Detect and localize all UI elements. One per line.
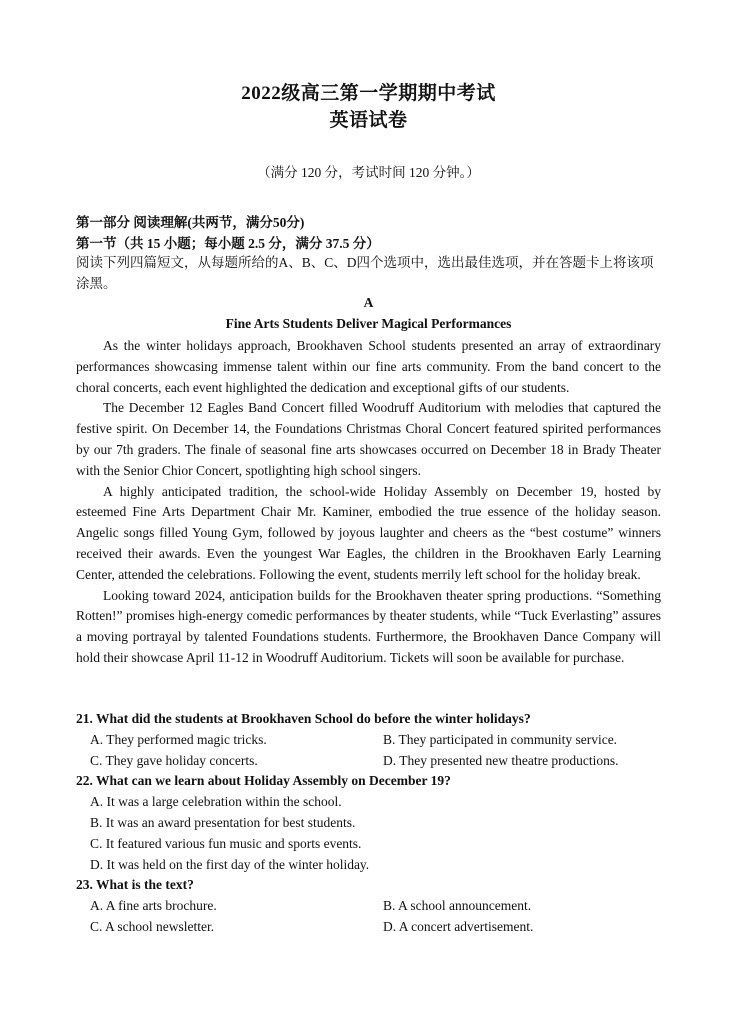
instructions: 阅读下列四篇短文，从每题所给的A、B、C、D四个选项中，选出最佳选项，并在答题卡上将该项涂黑。: [76, 255, 654, 291]
paragraph: As the winter holidays approach, Brookhaven School students presented an array of extraordinary performances showcasing immense talent within our fine arts community. From the band concert to the choral concerts, each event highlighted the dedication and exceptional gifts of our students.: [76, 338, 661, 395]
section-heading: 第一节（共 15 小题；每小题 2.5 分，满分 37.5 分）: [76, 236, 380, 251]
passage-title: Fine Arts Students Deliver Magical Performances: [225, 316, 512, 331]
option-21-c: C. They gave holiday concerts.: [90, 753, 258, 768]
question-22: 22. What can we learn about Holiday Assembly on December 19?: [76, 773, 451, 788]
exam-note: （满分 120 分，考试时间 120 分钟。）: [257, 165, 480, 180]
question-23: 23. What is the text?: [76, 877, 194, 892]
option-23-a: A. A fine arts brochure.: [90, 898, 217, 913]
option-22-a: A. It was a large celebration within the school.: [90, 794, 342, 809]
option-21-b: B. They participated in community service.: [383, 732, 618, 747]
option-23-d: D. A concert advertisement.: [383, 919, 534, 934]
option-23-b: B. A school announcement.: [383, 898, 532, 913]
option-22-b: B. It was an award presentation for best students.: [90, 815, 356, 830]
paragraph: A highly anticipated tradition, the school-wide Holiday Assembly on December 19, hosted by esteemed Fine Arts Department Chair Mr. Kaminer, embodied the true essence of the holiday season. Angelic songs filled Young Gym, followed by joyous laughter and cheers as the “best costume” winners received their awards. Even the youngest War Eagles, the children in the Brookhaven Early Learning Center, attended the celebrations. Following the event, students merrily left school for the holiday break.: [76, 483, 661, 582]
exam-title: 2022级高三第一学期期中考试: [241, 83, 496, 104]
option-23-c: C. A school newsletter.: [90, 919, 215, 934]
exam-subject: 英语试卷: [329, 110, 408, 131]
option-21-a: A. They performed magic tricks.: [90, 732, 267, 747]
option-22-d: D. It was held on the first day of the winter holiday.: [90, 857, 370, 872]
part-heading: 第一部分 阅读理解(共两节，满分50分): [76, 215, 305, 230]
passage-label: A: [363, 295, 374, 310]
paragraph: The December 12 Eagles Band Concert filled Woodruff Auditorium with melodies that captured the festive spirit. On December 14, the Foundations Christmas Choral Concert featured spirited performances by our 7th graders. The finale of seasonal fine arts showcases occurred on December 18 in Brady Theater with the Senior Chior Concert, spotlighting high school singers.: [76, 400, 661, 478]
question-21: 21. What did the students at Brookhaven School do before the winter holidays?: [76, 711, 531, 726]
passage-body: [76, 336, 661, 669]
option-22-c: C. It featured various fun music and sports events.: [90, 836, 362, 851]
paragraph: Looking toward 2024, anticipation builds for the Brookhaven theater spring productions. “Something Rotten!” promises high-energy comedic performances by theater students, while “Tuck Everlasting” assures a moving portrayal by talented Foundations students. Furthermore, the Brookhaven Dance Company will hold their showcase April 11-12 in Woodruff Auditorium. Tickets will soon be available for purchase.: [76, 587, 661, 665]
option-21-d: D. They presented new theatre productions.: [383, 753, 619, 768]
